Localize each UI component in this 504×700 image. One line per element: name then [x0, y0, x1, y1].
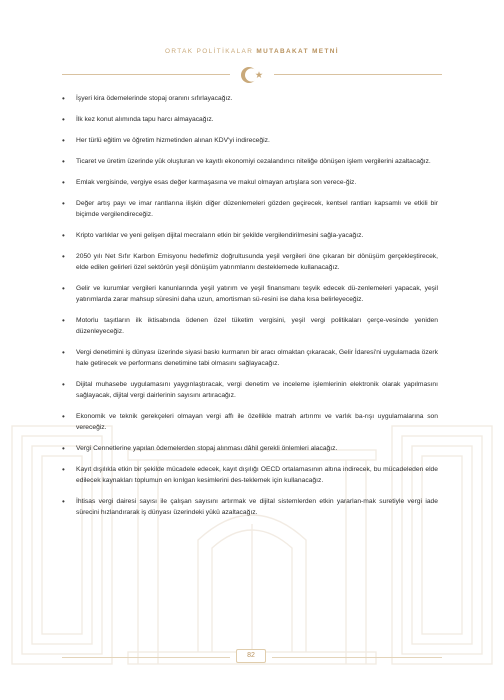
list-item-text: Her türlü eğitim ve öğretim hizmetinden alınan KDV'yi indireceğiz. [76, 137, 270, 144]
bullet-icon: • [62, 136, 65, 145]
bullet-icon: • [62, 497, 65, 506]
list-item [62, 379, 438, 401]
list-item [62, 283, 438, 305]
header-rule-right [274, 74, 442, 75]
list-item [62, 251, 438, 273]
page-footer [0, 649, 504, 663]
list-item-text: Vergi denetimini iş dünyası üzerinde siyasi baskı kurmanın bir aracı olmaktan çıkaracak, Gelir İdaresi'ni uygulamada özerk hale getirecek ve performans denetimine tabi olmasını sağlayacağız. [76, 349, 438, 367]
bullet-icon: • [62, 157, 65, 166]
bullet-icon: • [62, 178, 65, 187]
page-number: 82 [236, 649, 266, 663]
crescent-star-icon [238, 64, 266, 86]
list-item [62, 93, 438, 104]
bullet-icon: • [62, 465, 65, 474]
list-item-text: Kripto varlıklar ve yeni gelişen dijital mecraların etkin bir şekilde vergilendirilmesini sağla-yacağız. [76, 232, 364, 239]
list-item-text: İhtisas vergi dairesi sayısı ile çalışan sayısını artırmak ve dijital sistemlerden etkin yararlan-mak suretiyle vergi iade sürecini hızlandırarak iş dünyası üzerindeki yükü azaltacağız. [76, 498, 438, 516]
list-item-text: Vergi Cennetlerine yapılan ödemelerden stopaj alınması dâhil gerekli önlemleri alacağız. [76, 445, 338, 452]
bullet-icon: • [62, 348, 65, 357]
list-item [62, 114, 438, 125]
list-item [62, 230, 438, 241]
list-item-text: Kayıt dışılıkla etkin bir şekilde mücadele edecek, kayıt dışılığı OECD ortalamasının altına indirecek, bu mücadeleden elde edilecek kaynakları toplumun en kırılgan kesimlerini des-teklemek için kullanacağız. [76, 466, 438, 484]
bullet-icon: • [62, 199, 65, 208]
list-item [62, 177, 438, 188]
list-item-text: İlk kez konut alımında tapu harcı almayacağız. [76, 116, 214, 123]
list-item [62, 156, 438, 167]
bullet-icon: • [62, 284, 65, 293]
list-item [62, 464, 438, 486]
bullet-icon: • [62, 252, 65, 261]
list-item-text: 2050 yılı Net Sıfır Karbon Emisyonu hedefimiz doğrultusunda yeşil vergileri öne çıkaran bir dönüşüm gerçekleştirecek, elde edilen gelirleri özel sektörün yeşil dönüşüm yatırımlarını desteklemede kullanacağız. [76, 253, 438, 271]
list-item-text: Motorlu taşıtların ilk iktisabında ödenen özel tüketim vergisini, yeşil vergi politikaları çerçe-vesinde yeniden düzenleyeceğiz. [76, 317, 438, 335]
bullet-icon: • [62, 94, 65, 103]
list-item-text: İşyeri kira ödemelerinde stopaj oranını sıfırlayacağız. [76, 95, 233, 102]
list-item [62, 315, 438, 337]
list-item [62, 496, 438, 518]
header-title: MUTABAKAT METNİ [256, 48, 339, 55]
list-item-text: Emlak vergisinde, vergiye esas değer karmaşasına ve makul olmayan artışlara son verece-ğiz. [76, 179, 357, 186]
bullet-icon: • [62, 231, 65, 240]
list-item [62, 443, 438, 454]
list-item [62, 347, 438, 369]
list-item [62, 411, 438, 433]
list-item-text: Değer artış payı ve imar rantlarına ilişkin diğer düzenlemeleri gözden geçirecek, kentsel rantları kapsamlı ve etkili bir biçimde vergilendireceğiz. [76, 200, 438, 218]
bullet-icon: • [62, 316, 65, 325]
list-item-text: Gelir ve kurumlar vergileri kanunlarında yeşil yatırım ve yeşil finansmanı teşvik edecek dü-zenlemeleri yapacak, yeşil yatırımlarda zarar mahsup süresini daha uzun, amortisman sü-resini ise daha kısa belirleyeceğiz. [76, 285, 438, 303]
bullet-list [62, 93, 438, 528]
running-header [0, 48, 504, 55]
list-item [62, 135, 438, 146]
footer-rule-right [272, 657, 442, 658]
footer-rule-left [62, 657, 230, 658]
header-rule-left [62, 74, 230, 75]
list-item [62, 198, 438, 220]
bullet-icon: • [62, 380, 65, 389]
bullet-icon: • [62, 444, 65, 453]
header-prefix: ORTAK POLİTİKALAR [165, 48, 254, 55]
list-item-text: Ticaret ve üretim üzerinde yük oluşturan ve kayıtlı ekonomiyi cezalandırıcı niteliğe dönüşen işlem vergilerini azaltacağız. [76, 158, 431, 165]
bullet-icon: • [62, 115, 65, 124]
list-item-text: Dijital muhasebe uygulamasını yaygınlaştıracak, vergi denetim ve inceleme işlemlerinin elektronik olarak yapılmasını sağlayacak, dijital vergi dairlerinin sayısını artıracağız. [76, 381, 438, 399]
list-item-text: Ekonomik ve teknik gerekçeleri olmayan vergi affı ile özellikle matrah artırımı ve varlık ba-rışı uygulamalarına son vereceğiz. [76, 413, 438, 431]
bullet-icon: • [62, 412, 65, 421]
